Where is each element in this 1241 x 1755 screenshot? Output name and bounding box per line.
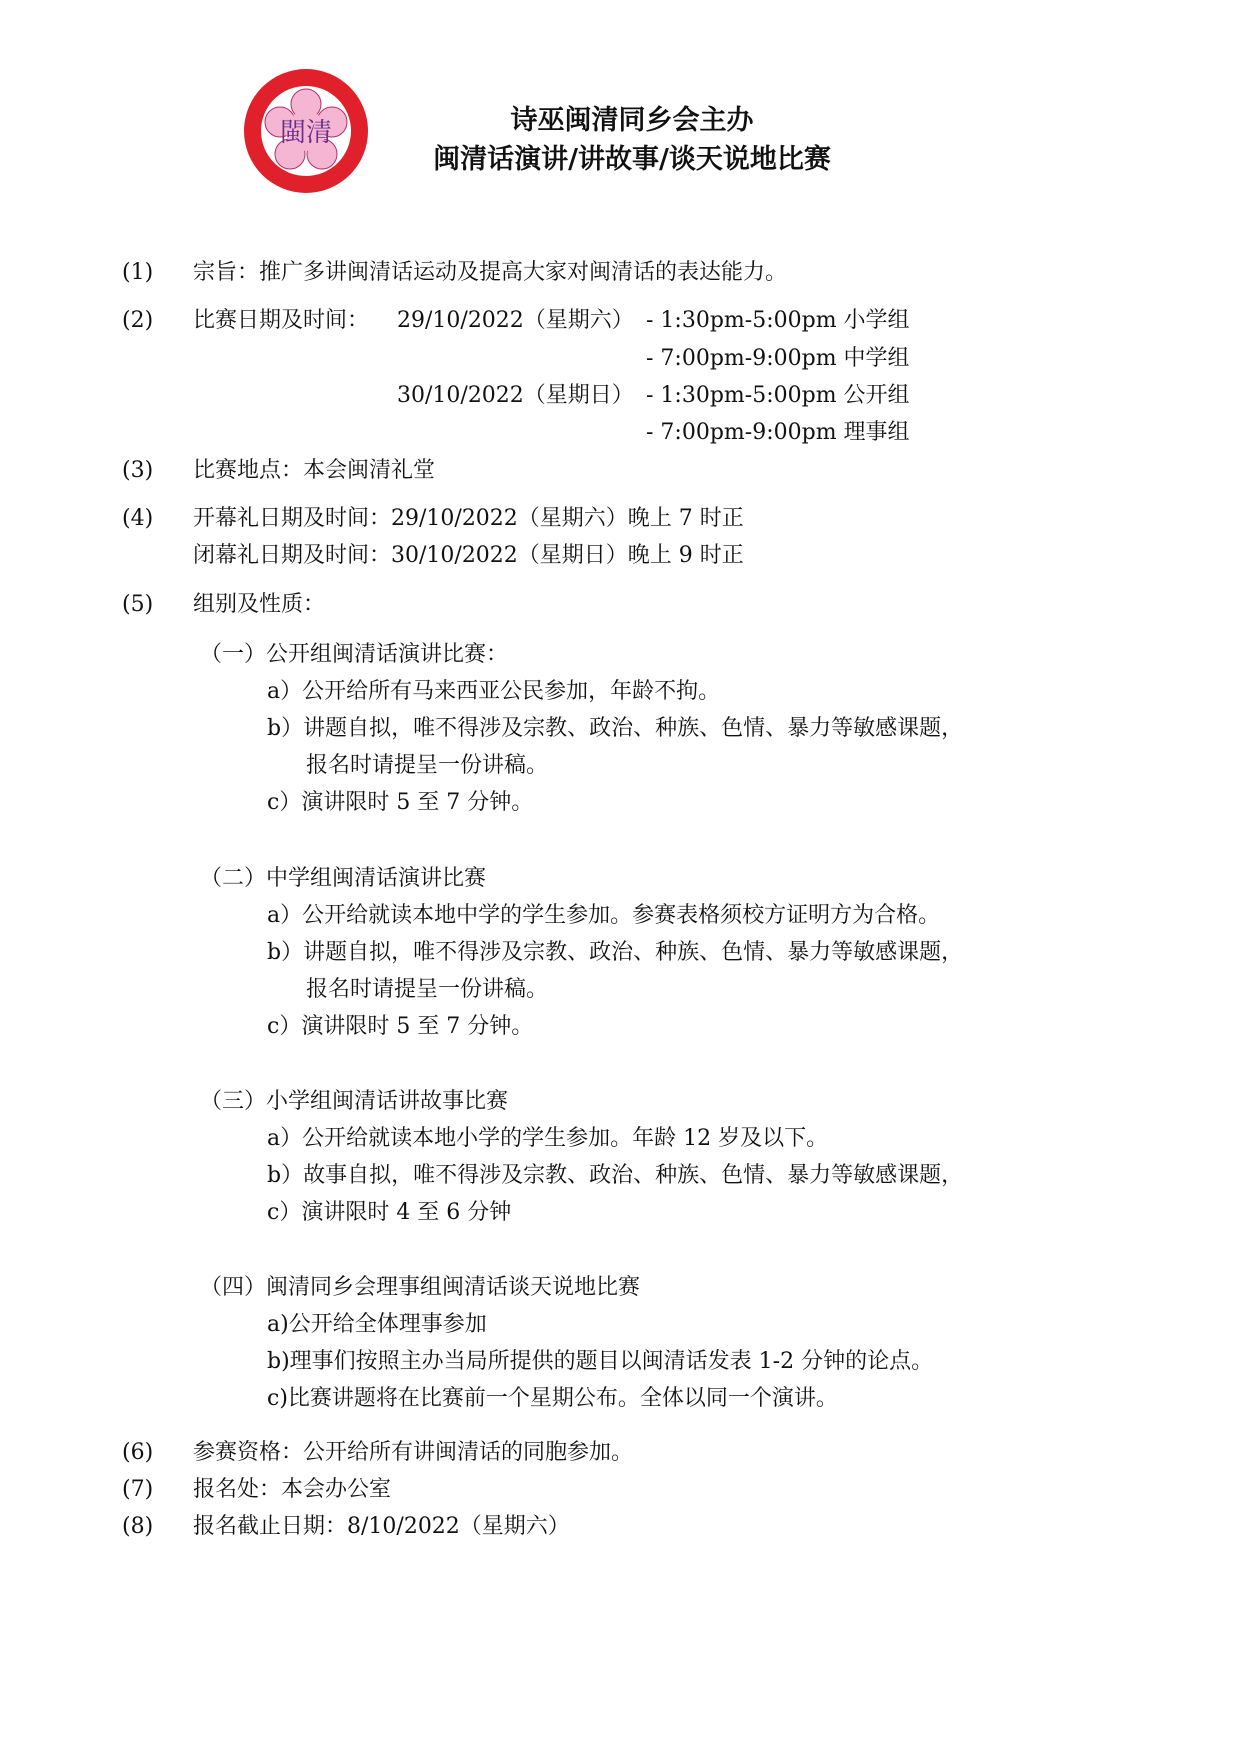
group-title: （一）公开组闽清话演讲比赛：: [200, 642, 509, 667]
item-deadline: 报名截止日期：8/10/2022（星期六）: [193, 1514, 570, 1539]
association-logo: [240, 66, 372, 196]
schedule-date-1: 29/10/2022（星期六）: [397, 308, 634, 333]
title-line-2: 闽清话演讲/讲故事/谈天说地比赛: [433, 144, 831, 175]
group-rule: c）演讲限时 4 至 6 分钟: [267, 1200, 512, 1225]
item-registration-place: 报名处：本会办公室: [193, 1477, 392, 1502]
title-line-1: 诗巫闽清同乡会主办: [510, 105, 754, 136]
group-rule: 报名时请提呈一份讲稿。: [306, 977, 549, 1002]
group-rule: a)公开给全体理事参加: [267, 1312, 487, 1337]
group-rule: b）讲题自拟，唯不得涉及宗教、政治、种族、色情、暴力等敏感课题，: [267, 716, 964, 741]
item-number: (7): [122, 1477, 154, 1502]
item-number: (3): [122, 458, 154, 483]
opening-ceremony: 开幕礼日期及时间：29/10/2022（星期六）晚上 7 时正: [193, 506, 744, 531]
item-categories: 组别及性质：: [193, 592, 326, 617]
item-number: (4): [122, 506, 154, 531]
schedule-date-2: 30/10/2022（星期日）: [397, 383, 634, 408]
group-rule: b）讲题自拟，唯不得涉及宗教、政治、种族、色情、暴力等敏感课题，: [267, 940, 964, 965]
schedule-slot: - 1:30pm-5:00pm 公开组: [646, 383, 910, 408]
item-number: (8): [122, 1514, 154, 1539]
schedule-slot: - 7:00pm-9:00pm 理事组: [646, 420, 910, 445]
group-rule: c）演讲限时 5 至 7 分钟。: [267, 1014, 534, 1039]
group-rule: c)比赛讲题将在比赛前一个星期公布。全体以同一个演讲。: [267, 1386, 838, 1411]
item-number: (6): [122, 1440, 154, 1465]
group-rule: a）公开给就读本地中学的学生参加。参赛表格须校方证明方为合格。: [267, 903, 941, 928]
schedule-slot: - 1:30pm-5:00pm 小学组: [646, 308, 910, 333]
item-purpose: 宗旨：推广多讲闽清话运动及提高大家对闽清话的表达能力。: [193, 260, 788, 285]
group-title: （三）小学组闽清话讲故事比赛: [200, 1089, 509, 1114]
closing-ceremony: 闭幕礼日期及时间：30/10/2022（星期日）晚上 9 时正: [193, 543, 744, 568]
group-rule: b)理事们按照主办当局所提供的题目以闽清话发表 1-2 分钟的论点。: [267, 1349, 934, 1374]
group-rule: 报名时请提呈一份讲稿。: [306, 753, 549, 778]
item-venue: 比赛地点：本会闽清礼堂: [193, 458, 436, 483]
group-rule: b）故事自拟，唯不得涉及宗教、政治、种族、色情、暴力等敏感课题，: [267, 1163, 964, 1188]
item-number: (1): [122, 260, 154, 285]
group-rule: a）公开给就读本地小学的学生参加。年龄 12 岁及以下。: [267, 1126, 829, 1151]
group-rule: c）演讲限时 5 至 7 分钟。: [267, 790, 534, 815]
schedule-slot: - 7:00pm-9:00pm 中学组: [646, 346, 910, 371]
item-eligibility: 参赛资格：公开给所有讲闽清话的同胞参加。: [193, 1440, 634, 1465]
item-number: (5): [122, 592, 154, 617]
item-number: (2): [122, 308, 154, 333]
group-rule: a）公开给所有马来西亚公民参加，年龄不拘。: [267, 679, 721, 704]
schedule-label: 比赛日期及时间：: [193, 308, 370, 333]
group-title: （二）中学组闽清话演讲比赛: [200, 866, 487, 891]
group-title: （四）闽清同乡会理事组闽清话谈天说地比赛: [200, 1275, 641, 1300]
svg-text:閩清: 閩清: [279, 118, 333, 148]
